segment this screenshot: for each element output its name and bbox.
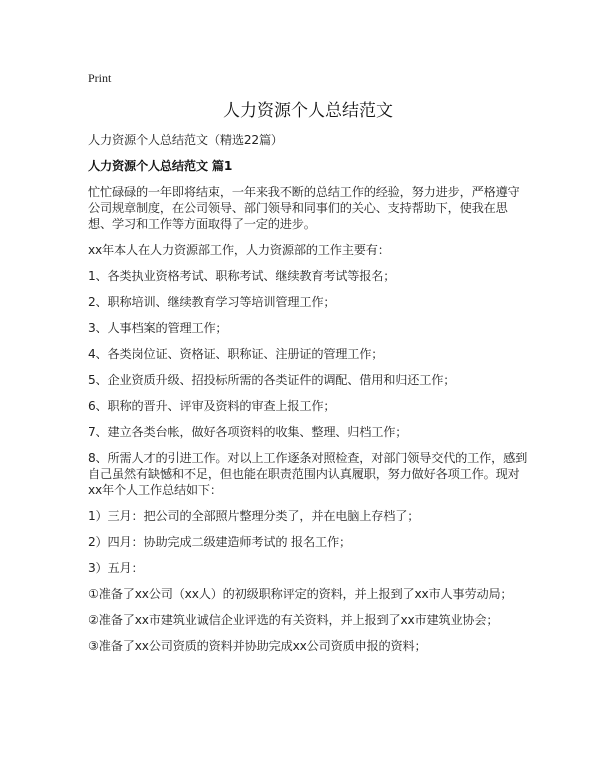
paragraph: 1）三月：把公司的全部照片整理分类了，并在电脑上存档了； xyxy=(88,509,420,523)
paragraph: ②准备了xx市建筑业诚信企业评选的有关资料，并上报到了xx市建筑业协会； xyxy=(88,613,499,627)
document-title: 人力资源个人总结范文 xyxy=(223,101,393,121)
section-heading: 人力资源个人总结范文 篇1 xyxy=(88,159,233,173)
paragraph: ①准备了xx公司（xx人）的初级职称评定的资料，并上报到了xx市人事劳动局； xyxy=(88,587,513,601)
paragraph: xx年本人在人力资源部工作，人力资源部的工作主要有： xyxy=(88,243,390,257)
paragraph: 7、建立各类台帐，做好各项资料的收集、整理、归档工作； xyxy=(88,425,408,439)
paragraph: 2）四月：协助完成二级建造师考试的 报名工作； xyxy=(88,535,351,549)
paragraph: ③准备了xx公司资质的资料并协助完成xx公司资质申报的资料； xyxy=(88,639,427,653)
document xyxy=(88,70,528,664)
paragraph: 4、各类岗位证、资格证、职称证、注册证的管理工作； xyxy=(88,347,384,361)
paragraph: 3、人事档案的管理工作； xyxy=(88,321,228,335)
paragraph: 2、职称培训、继续教育学习等培训管理工作； xyxy=(88,295,336,309)
paragraph: 忙忙碌碌的一年即将结束，一年来我不断的总结工作的经验，努力进步，严格遵守公司规章制度，在公司领导、部门领导和同事们的关心、支持帮助下，使我在思想、学习和工作等方面取得了一定的进步。 xyxy=(88,185,520,231)
paragraph: 5、企业资质升级、招投标所需的各类证件的调配、借用和归还工作； xyxy=(88,373,456,387)
paragraph: 6、职称的晋升、评审及资料的审查上报工作； xyxy=(88,399,336,413)
paragraph: 3）五月： xyxy=(88,561,144,575)
paragraph: 8、所需人才的引进工作。对以上工作逐条对照检查，对部门领导交代的工作，感到自己虽然有缺憾和不足，但也能在职责范围内认真履职，努力做好各项工作。现对xx年个人工作总结如下： xyxy=(88,451,528,497)
print-link[interactable]: Print xyxy=(88,71,112,85)
body-paragraphs xyxy=(88,184,528,654)
subtitle: 人力资源个人总结范文（精选22篇） xyxy=(88,133,283,147)
paragraph: 1、各类执业资格考试、职称考试、继续教育考试等报名； xyxy=(88,269,396,283)
